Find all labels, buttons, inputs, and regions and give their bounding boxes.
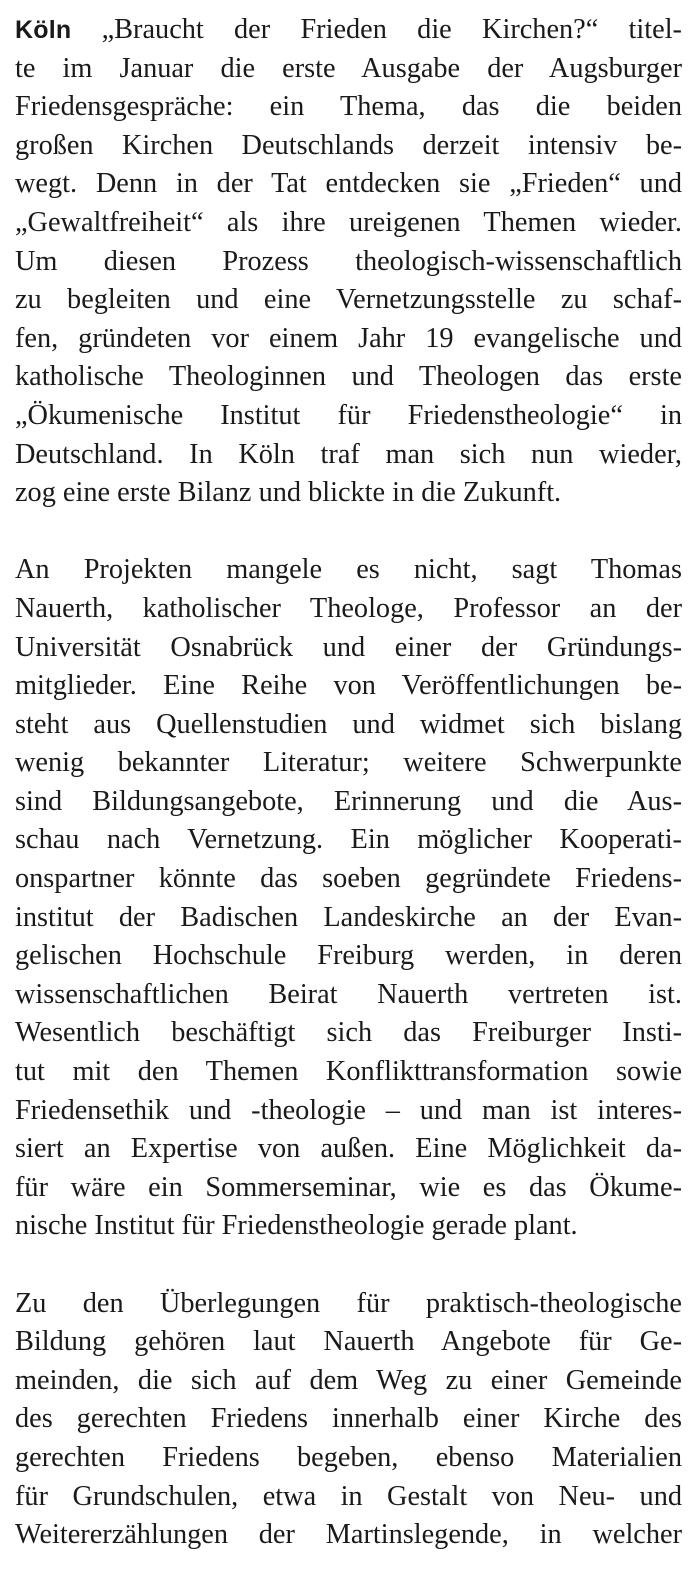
text-line: Universität Osnabrück und einer der Gründungs- (15, 631, 682, 663)
text-line: siert an Expertise von außen. Eine Möglichkeit da- (15, 1133, 682, 1165)
text-line: für wäre ein Sommerseminar, wie es das Ökume- (15, 1171, 682, 1203)
text-line: katholische Theologinnen und Theologen das erste (15, 361, 682, 393)
text-line: fen, gründeten vor einem Jahr 19 evangelische und (15, 322, 682, 354)
text-line: onspartner könnte das soeben gegründete Friedens- (15, 863, 682, 895)
text-line (15, 11, 682, 50)
paragraph-3 (15, 1285, 682, 1555)
text-line: „Ökumenische Institut für Friedenstheologie“ in (15, 399, 682, 431)
text-line: großen Kirchen Deutschlands derzeit intensiv be- (15, 129, 682, 161)
paragraph-1 (15, 11, 682, 513)
text-line-content: „Braucht der Frieden die Kirchen?“ titel- (101, 14, 682, 45)
text-line: gerechten Friedens begeben, ebenso Materialien (15, 1441, 682, 1473)
dateline: Köln (15, 16, 72, 44)
text-line: wenig bekannter Literatur; weitere Schwerpunkte (15, 747, 682, 779)
paragraph-gap (15, 1246, 682, 1285)
text-line: gelischen Hochschule Freiburg werden, in deren (15, 940, 682, 972)
text-line: wissenschaftlichen Beirat Nauerth vertreten ist. (15, 978, 682, 1010)
text-line: sind Bildungsangebote, Erinnerung und die Aus- (15, 785, 682, 817)
text-line: Friedensgespräche: ein Thema, das die beiden (15, 91, 682, 123)
text-line: An Projekten mangele es nicht, sagt Thomas (15, 554, 682, 586)
text-line: Deutschland. In Köln traf man sich nun wieder, (15, 438, 682, 470)
article-text-column (15, 11, 682, 1555)
text-line: mitglieder. Eine Reihe von Veröffentlichungen be- (15, 670, 682, 702)
text-line: tut mit den Themen Konflikttransformation sowie (15, 1056, 682, 1088)
text-line: meinden, die sich auf dem Weg zu einer Gemeinde (15, 1364, 682, 1396)
text-line: steht aus Quellenstudien und widmet sich bislang (15, 708, 682, 740)
text-line: zog eine erste Bilanz und blickte in die Zukunft. (15, 477, 562, 509)
paragraph-gap (15, 513, 682, 552)
text-line: Weitererzählungen der Martinslegende, in welcher (15, 1519, 682, 1551)
paragraph-2 (15, 551, 682, 1246)
text-line: schau nach Vernetzung. Ein möglicher Kooperati- (15, 824, 682, 856)
text-line: Um diesen Prozess theologisch-wissenschaftlich (15, 245, 682, 277)
text-line: Wesentlich beschäftigt sich das Freiburger Insti- (15, 1017, 682, 1049)
text-line: nische Institut für Friedenstheologie gerade plant. (15, 1210, 578, 1242)
text-line: Zu den Überlegungen für praktisch-theologische (15, 1287, 682, 1319)
text-line: Friedensethik und -theologie – und man ist interes- (15, 1094, 682, 1126)
text-line: institut der Badischen Landeskirche an der Evan- (15, 901, 682, 933)
text-line: Bildung gehören laut Nauerth Angebote für Ge- (15, 1326, 682, 1358)
text-line: des gerechten Friedens innerhalb einer Kirche des (15, 1403, 682, 1435)
text-line: „Gewaltfreiheit“ als ihre ureigenen Themen wieder. (15, 206, 682, 238)
text-line: zu begleiten und eine Vernetzungsstelle zu schaf- (15, 284, 682, 316)
text-line: Nauerth, katholischer Theologe, Professor an der (15, 592, 682, 624)
text-line: wegt. Denn in der Tat entdecken sie „Frieden“ und (15, 168, 682, 200)
text-line: te im Januar die erste Ausgabe der Augsburger (15, 52, 682, 84)
text-line: für Grundschulen, etwa in Gestalt von Neu- und (15, 1480, 682, 1512)
